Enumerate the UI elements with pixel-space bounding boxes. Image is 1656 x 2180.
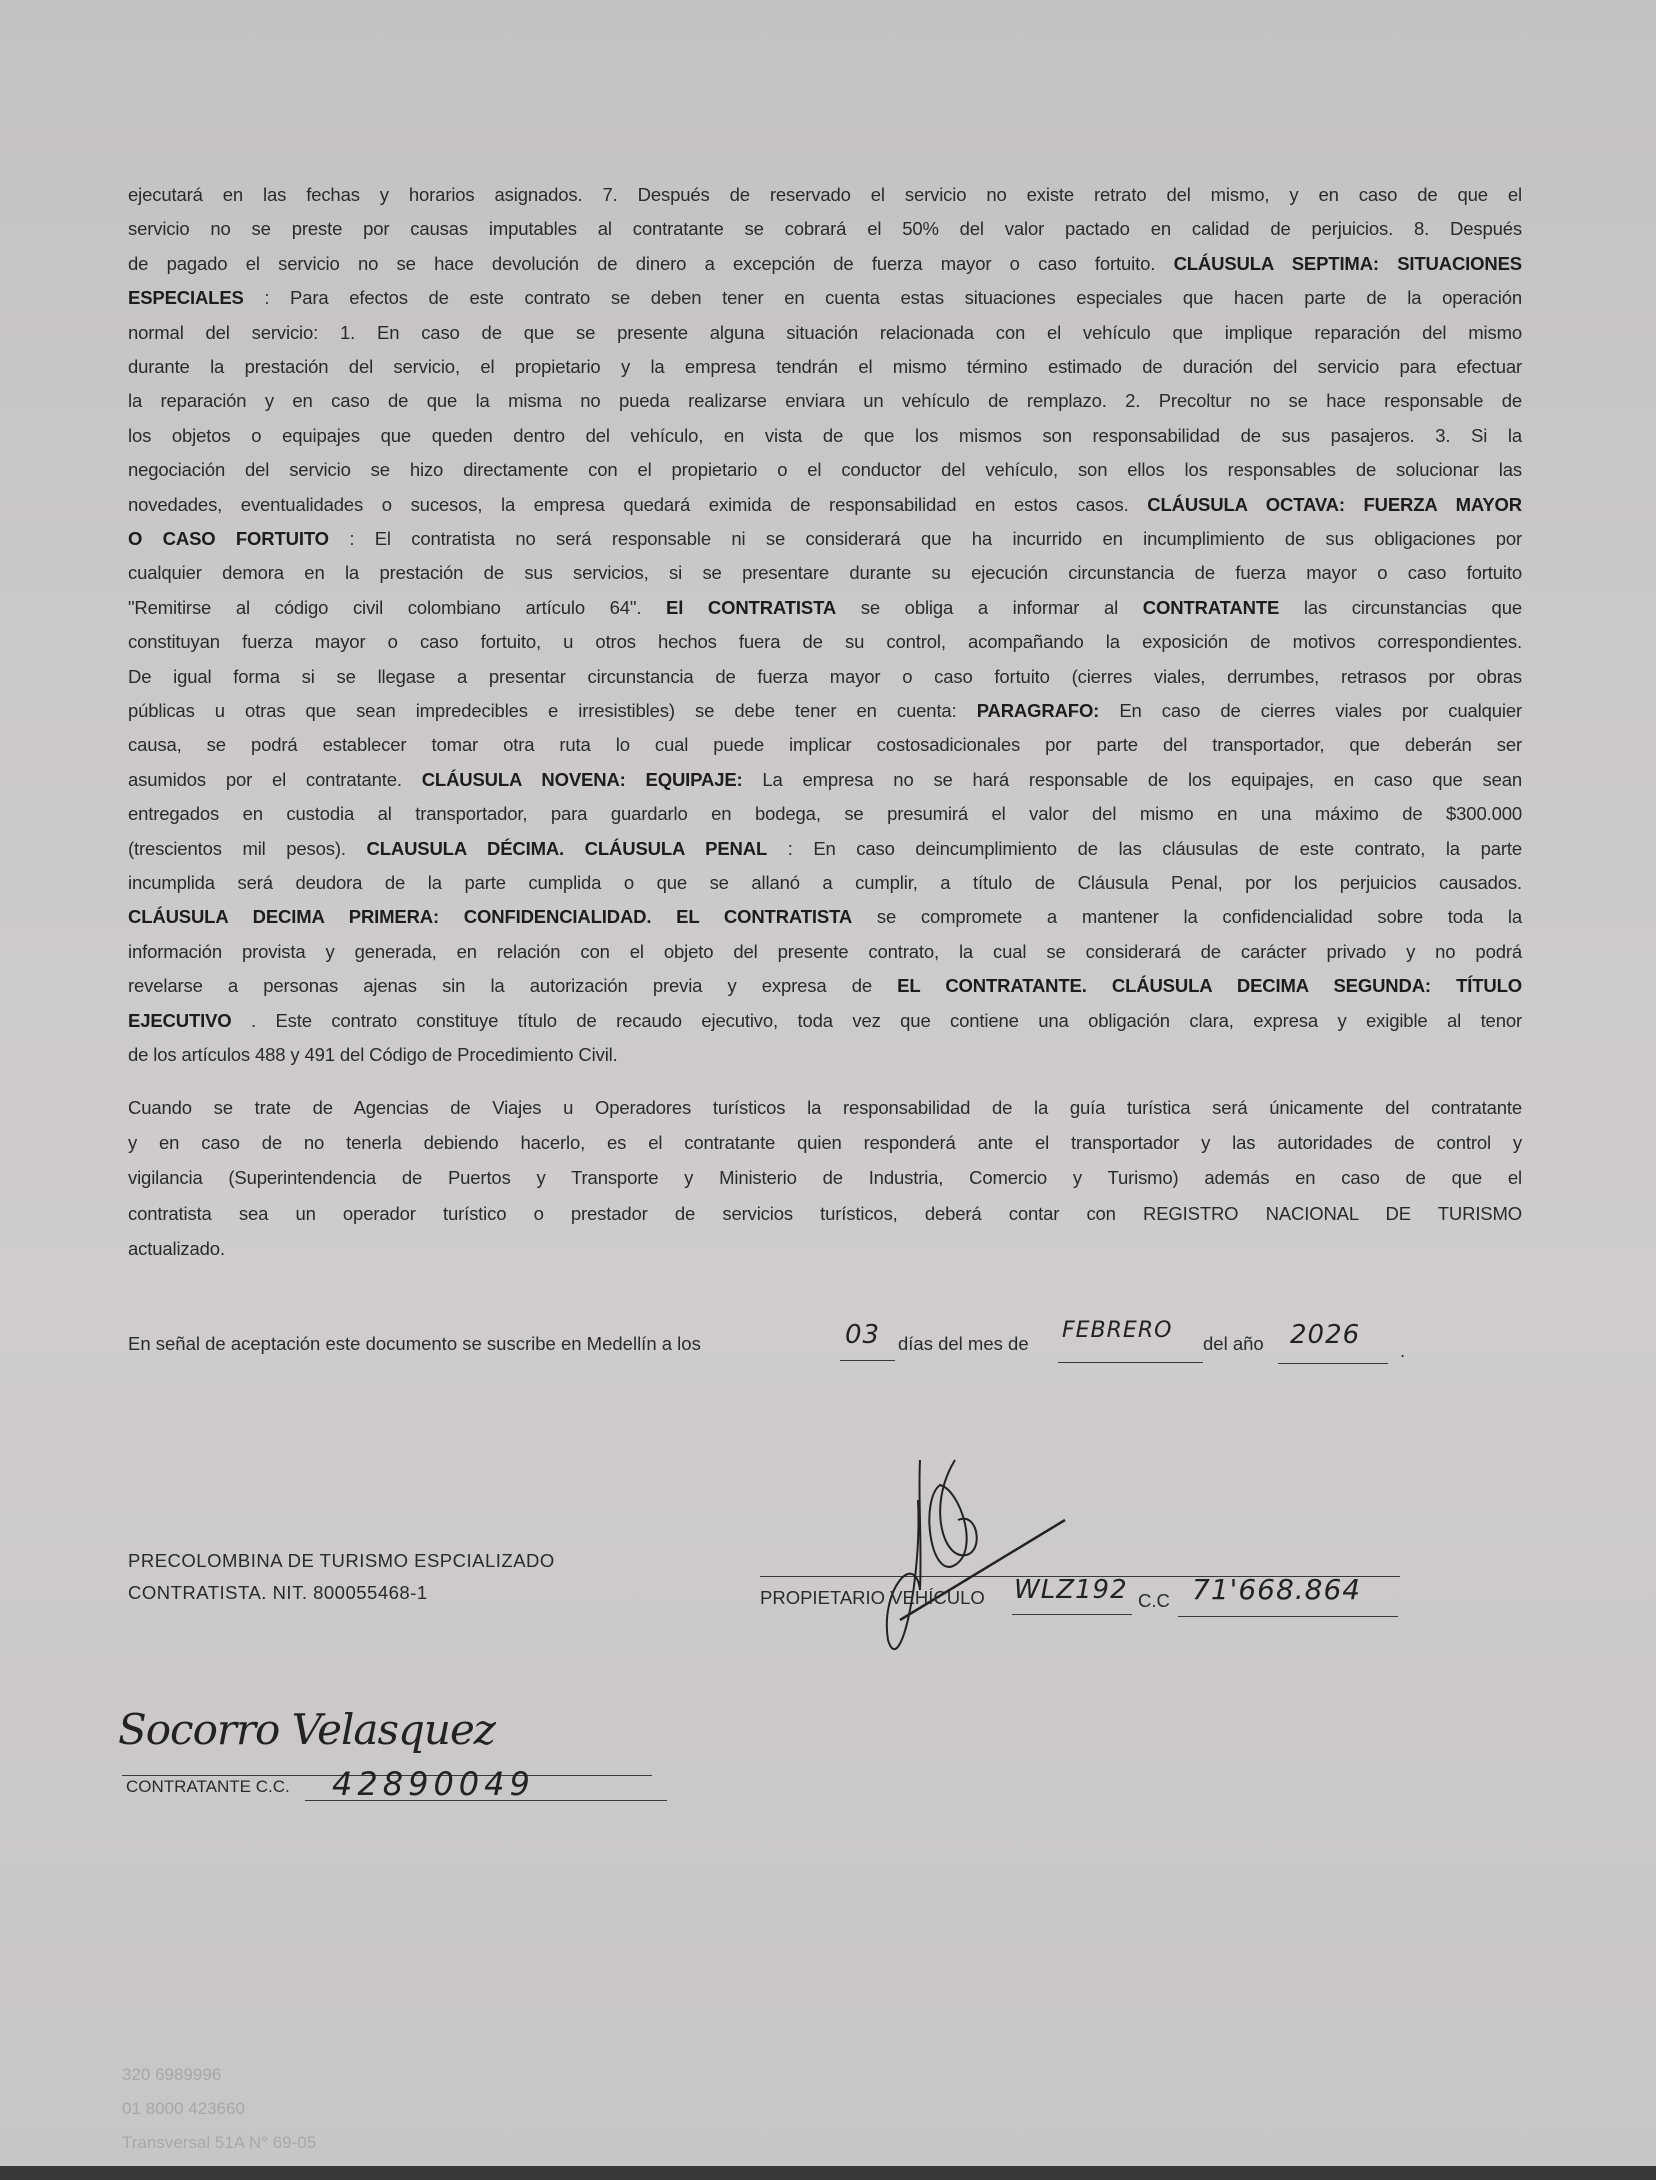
footer-phone-1: 320 6989996 xyxy=(122,2065,222,2084)
text-segment: durante la prestación del servicio, el propietario y la empresa tendrán el mismo término estimado de duración del servicio para efectuar xyxy=(128,356,1522,377)
text-line xyxy=(128,458,1522,482)
bold-clause-heading: CLÁUSULA SEPTIMA: SITUACIONES xyxy=(1173,252,1523,274)
text-line xyxy=(128,699,1522,723)
text-line xyxy=(128,1131,1522,1155)
text-line xyxy=(128,527,1522,551)
text-segment: ejecutará en las fechas y horarios asignados. 7. Después de reservado el servicio no existe retrato del mismo, y en caso de que el xyxy=(128,184,1522,205)
text-segment: se compromete a mantener la confidencialidad sobre toda la xyxy=(876,906,1522,928)
text-line xyxy=(128,871,1522,895)
text-segment: negociación del servicio se hizo directamente con el propietario o el conductor del vehículo, son ellos los responsables de solucionar las xyxy=(128,459,1522,481)
text-segment: de los artículos 488 y 491 del Código de Procedimiento Civil. xyxy=(128,1044,618,1065)
text-segment: actualizado. xyxy=(128,1237,225,1259)
text-segment: Cuando se trate de Agencias de Viajes u Operadores turísticos la responsabilidad de la guía turística será únicamente del contratante xyxy=(128,1097,1522,1118)
owner-signature xyxy=(860,1440,1080,1660)
text-segment: incumplida será deudora de la parte cumplida o que se allanó a cumplir, a título de Cláusula Penal, por los perjuicios causados. xyxy=(128,872,1522,893)
text-line xyxy=(128,1096,1522,1120)
text-line xyxy=(128,1166,1522,1190)
handwritten-day: 03 xyxy=(845,1320,881,1350)
text-segment: De igual forma si se llegase a presentar circunstancia de fuerza mayor o caso fortuito (cierres viales, derrumbes, retrasos por obras xyxy=(128,665,1522,687)
text-line xyxy=(128,1237,1522,1261)
text-segment: novedades, eventualidades o sucesos, la empresa quedará eximida de responsabilidad en estos casos. xyxy=(128,493,1148,515)
bold-clause-heading: CLÁUSULA DECIMA PRIMERA: CONFIDENCIALIDAD. EL CONTRATISTA xyxy=(128,906,853,928)
bold-clause-heading: CONTRATANTE xyxy=(1142,596,1280,618)
bold-clause-heading: ESPECIALES xyxy=(128,287,244,309)
text-segment: constituyan fuerza mayor o caso fortuito, u otros hechos fuera de su control, acompañando la exposición de motivos correspondientes. xyxy=(128,631,1522,653)
text-line xyxy=(128,630,1522,654)
text-segment: (trescientos mil pesos). xyxy=(128,837,367,859)
text-segment: entregados en custodia al transportador, para guardarlo en bodega, se presumirá el valor del mismo en una máximo de $300.000 xyxy=(128,803,1522,825)
text-segment: servicio no se preste por causas imputables al contratante se cobrará el 50% del valor pactado en calidad de perjuicios. 8. Después xyxy=(128,218,1522,240)
text-segment: revelarse a personas ajenas sin la autorización previa y expresa de xyxy=(128,975,898,997)
owner-cc-label: C.C xyxy=(1138,1590,1170,1611)
text-segment: normal del servicio: 1. En caso de que se presente alguna situación relacionada con el vehículo que implique reparación del mismo xyxy=(128,321,1522,343)
text-line xyxy=(128,974,1522,998)
client-signature: Socorro Velasquez xyxy=(118,1705,495,1754)
footer-contact xyxy=(122,2058,316,2160)
text-segment: la reparación y en caso de que la misma no pueda realizarse enviara un vehículo de remplazo. 2. Precoltur no se hace responsable de xyxy=(128,390,1522,412)
text-line xyxy=(128,1009,1522,1033)
bold-clause-heading: El CONTRATISTA xyxy=(666,596,837,618)
text-line xyxy=(128,837,1522,861)
footer-address: Transversal 51A N° 69-05 xyxy=(122,2133,317,2152)
bold-clause-heading: CLAUSULA DÉCIMA. CLÁUSULA PENAL xyxy=(366,837,768,859)
text-line xyxy=(128,183,1522,207)
text-segment: información provista y generada, en relación con el objeto del presente contrato, la cual se considerará de carácter privado y no podrá xyxy=(128,940,1522,962)
handwritten-year: 2026 xyxy=(1290,1320,1361,1350)
text-line xyxy=(128,493,1522,517)
text-segment: de pagado el servicio no se hace devolución de dinero a excepción de fuerza mayor o caso fortuito. xyxy=(128,252,1174,274)
text-segment: y en caso de no tenerla debiendo hacerlo, es el contratante quien responderá ante el transportador y las autoridades de control y xyxy=(128,1132,1522,1154)
text-line xyxy=(128,665,1522,689)
text-line xyxy=(128,1043,1522,1067)
bold-clause-heading: PARAGRAFO: xyxy=(976,700,1100,721)
text-segment: En caso de cierres viales por cualquier xyxy=(1119,700,1522,721)
text-line xyxy=(128,217,1522,241)
month-label: días del mes de xyxy=(898,1333,1029,1354)
owner-label: PROPIETARIO VEHÍCULO xyxy=(760,1587,985,1608)
handwritten-client-cc: 42890049 xyxy=(332,1765,535,1803)
text-line xyxy=(128,252,1522,276)
text-line xyxy=(128,321,1522,345)
text-segment: : El contratista no será responsable ni se considerará que ha incurrido en incumplimiento de sus obligaciones por xyxy=(349,528,1522,549)
text-segment: La empresa no se hará responsable de los equipajes, en caso que sean xyxy=(762,768,1522,790)
year-label: del año xyxy=(1203,1333,1264,1354)
text-segment: los objetos o equipajes que queden dentro del vehículo, en vista de que los mismos son responsabilidad de sus pasajeros. 3. Si la xyxy=(128,424,1522,446)
text-line xyxy=(128,905,1522,929)
bold-clause-heading: CLÁUSULA NOVENA: EQUIPAJE: xyxy=(421,768,743,790)
text-segment: cualquier demora en la prestación de sus servicios, si se presentare durante su ejecución circunstancia de fuerza mayor o caso fortuito xyxy=(128,562,1522,584)
text-segment: contratista sea un operador turístico o prestador de servicios turísticos, deberá contar con REGISTRO NACIONAL DE TURISMO xyxy=(128,1202,1522,1224)
handwritten-month: FEBRERO xyxy=(1062,1318,1173,1343)
text-segment: : Para efectos de este contrato se deben tener en cuenta estas situaciones especiales que hacen parte de la operación xyxy=(264,287,1522,309)
bold-clause-heading: EL CONTRATANTE. CLÁUSULA DECIMA SEGUNDA: TÍTULO xyxy=(897,975,1522,997)
text-line xyxy=(128,733,1522,757)
text-line xyxy=(128,1202,1522,1226)
text-segment: las circunstancias que xyxy=(1303,596,1522,618)
handwritten-plate: WLZ192 xyxy=(1014,1575,1128,1605)
text-line xyxy=(128,940,1522,964)
contractor-nit: CONTRATISTA. NIT. 800055468-1 xyxy=(128,1582,428,1603)
acceptance-end: . xyxy=(1400,1340,1406,1361)
photo-bottom-edge xyxy=(0,2166,1656,2180)
client-label: CONTRATANTE C.C. xyxy=(126,1777,290,1796)
acceptance-prefix: En señal de aceptación este documento se suscribe en Medellín a los xyxy=(128,1333,701,1354)
text-segment: se obliga a informar al xyxy=(860,596,1143,618)
text-line xyxy=(128,768,1522,792)
text-segment: asumidos por el contratante. xyxy=(128,768,422,790)
text-line xyxy=(128,802,1522,826)
text-line xyxy=(128,286,1522,310)
bold-clause-heading: O CASO FORTUITO xyxy=(128,528,329,549)
text-segment: : En caso deincumplimiento de las cláusulas de este contrato, la parte xyxy=(787,837,1522,859)
text-line xyxy=(128,561,1522,585)
footer-phone-2: 01 8000 423660 xyxy=(122,2099,245,2118)
text-segment: . Este contrato constituye título de recaudo ejecutivo, toda vez que contiene una obligación clara, expresa y exigible al tenor xyxy=(250,1009,1522,1031)
text-line xyxy=(128,596,1522,620)
text-line xyxy=(128,424,1522,448)
text-segment: públicas u otras que sean impredecibles e irresistibles) se debe tener en cuenta: xyxy=(128,700,977,721)
handwritten-owner-cc: 71'668.864 xyxy=(1192,1573,1362,1606)
bold-clause-heading: CLÁUSULA OCTAVA: FUERZA MAYOR xyxy=(1147,493,1522,515)
text-segment: "Remitirse al código civil colombiano artículo 64". xyxy=(128,596,667,618)
contractor-name: PRECOLOMBINA DE TURISMO ESPCIALIZADO xyxy=(128,1550,555,1571)
text-segment: vigilancia (Superintendencia de Puertos y Transporte y Ministerio de Industria, Comercio y Turismo) además en caso de que el xyxy=(128,1167,1522,1189)
text-segment: causa, se podrá establecer tomar otra ruta lo cual puede implicar costosadicionales por parte del transportador, que deberán ser xyxy=(128,734,1522,756)
bold-clause-heading: EJECUTIVO xyxy=(128,1009,232,1031)
text-line xyxy=(128,389,1522,413)
text-line xyxy=(128,355,1522,379)
